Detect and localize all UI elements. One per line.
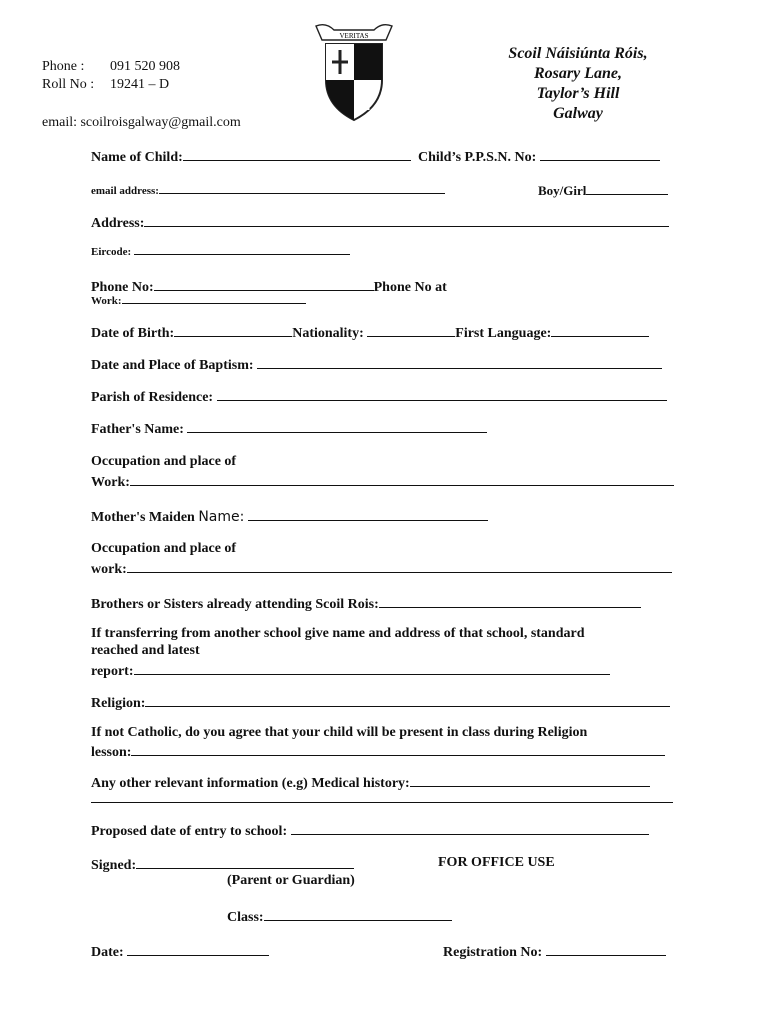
mother-occupation-line[interactable]: [127, 559, 672, 573]
parish-line[interactable]: [217, 387, 667, 401]
father-field: [91, 419, 487, 438]
eircode-line[interactable]: [134, 244, 350, 255]
name-of-child-label: Name of Child:: [91, 150, 183, 165]
mother-occupation-field: [91, 559, 672, 578]
father-occupation-field: [91, 472, 674, 491]
phone-value: 091 520 908: [110, 59, 180, 74]
email-field: [91, 183, 445, 197]
mother-line[interactable]: [248, 507, 488, 521]
address-line[interactable]: [144, 213, 669, 227]
other-info-label: Any other relevant information (e.g) Medical history:: [91, 776, 410, 791]
work-phone-line[interactable]: [122, 293, 306, 304]
eircode-label: Eircode:: [91, 246, 132, 258]
registration-label: Registration No:: [443, 945, 543, 960]
boy-girl-line[interactable]: [586, 181, 668, 195]
not-catholic-label-1: If not Catholic, do you agree that your child will be present in class during Religion: [91, 725, 588, 740]
transfer-label-2: reached and latest: [91, 643, 200, 658]
mother-occupation-label-2: work:: [91, 562, 127, 577]
school-area: Taylor’s Hill: [536, 85, 620, 102]
signed-label: Signed:: [91, 858, 137, 873]
dob-line[interactable]: [174, 323, 292, 337]
school-name-block: [478, 44, 678, 124]
class-label: Class:: [227, 910, 264, 925]
baptism-field: [91, 355, 662, 374]
dob-row: [91, 323, 649, 342]
mother-field: [91, 507, 488, 526]
entry-date-line[interactable]: [291, 821, 649, 835]
registration-line[interactable]: [546, 942, 666, 956]
not-catholic-field: [91, 742, 665, 761]
work-phone-field: [91, 293, 306, 307]
address-field: [91, 213, 669, 232]
boy-girl-label: Boy/Girl: [538, 183, 587, 198]
school-name: Scoil Náisiúnta Róis,: [508, 45, 648, 62]
eircode-field: [91, 244, 350, 258]
class-line[interactable]: [264, 907, 452, 921]
religion-label: Religion:: [91, 696, 146, 711]
father-label: Father's Name:: [91, 422, 184, 437]
signed-field: [91, 855, 354, 874]
school-street: Rosary Lane,: [534, 65, 622, 82]
date-line[interactable]: [127, 942, 269, 956]
school-crest-logo: [312, 20, 396, 124]
phone-label: Phone :: [42, 59, 85, 74]
parish-label: Parish of Residence:: [91, 390, 214, 405]
phone-no-line[interactable]: [154, 277, 374, 291]
mother-label-a: Mother's Maiden: [91, 510, 199, 525]
school-email: email: scoilroisgalway@gmail.com: [42, 115, 241, 130]
signed-line[interactable]: [136, 855, 354, 869]
address-label: Address:: [91, 216, 145, 231]
siblings-line[interactable]: [379, 594, 641, 608]
ppsn-label: Child’s P.P.S.N. No:: [418, 150, 537, 165]
siblings-label: Brothers or Sisters already attending Scoil Rois:: [91, 597, 379, 612]
mother-label-b: Name:: [198, 509, 245, 525]
work-label: Work:: [91, 295, 122, 307]
other-info-line-2[interactable]: [91, 802, 673, 803]
father-line[interactable]: [187, 419, 487, 433]
entry-date-field: [91, 821, 649, 840]
name-of-child-line[interactable]: [183, 147, 411, 161]
phone-no-label: Phone No:: [91, 280, 154, 295]
parent-guardian-label: (Parent or Guardian): [227, 873, 355, 888]
roll-label: Roll No :: [42, 77, 95, 92]
registration-field: [443, 942, 666, 961]
first-language-line[interactable]: [551, 323, 649, 337]
father-occupation-label-1: Occupation and place of: [91, 454, 237, 469]
nationality-label: Nationality:: [292, 326, 364, 341]
baptism-label: Date and Place of Baptism:: [91, 358, 254, 373]
siblings-field: [91, 594, 641, 613]
transfer-label-1: If transferring from another school give name and address of that school, standard: [91, 626, 585, 641]
mother-occupation-label-1: Occupation and place of: [91, 541, 237, 556]
transfer-line[interactable]: [134, 661, 610, 675]
transfer-label-3: report:: [91, 664, 134, 679]
father-occupation-line[interactable]: [130, 472, 674, 486]
not-catholic-line[interactable]: [131, 742, 665, 756]
class-field: [227, 907, 452, 926]
religion-field: [91, 693, 670, 712]
ppsn-line[interactable]: [540, 147, 660, 161]
transfer-field: [91, 661, 610, 680]
nationality-line[interactable]: [367, 323, 455, 337]
first-language-label: First Language:: [455, 326, 552, 341]
office-use-heading: FOR OFFICE USE: [438, 855, 555, 870]
baptism-line[interactable]: [257, 355, 662, 369]
email-address-label: email address:: [91, 185, 159, 197]
crest-motto: VERITAS: [339, 32, 369, 40]
ppsn-field: [418, 147, 660, 166]
email-address-line[interactable]: [159, 183, 445, 194]
entry-date-label: Proposed date of entry to school:: [91, 824, 288, 839]
not-catholic-label-2: lesson:: [91, 745, 132, 760]
date-label: Date:: [91, 945, 124, 960]
school-city: Galway: [553, 105, 603, 122]
dob-label: Date of Birth:: [91, 326, 175, 341]
father-occupation-label-2: Work:: [91, 475, 130, 490]
other-info-field: [91, 773, 650, 792]
parish-field: [91, 387, 667, 406]
name-of-child-field: [91, 147, 411, 166]
religion-line[interactable]: [145, 693, 670, 707]
roll-value: 19241 – D: [110, 77, 170, 92]
boy-girl-field: [538, 181, 668, 199]
phone-no-at-label: Phone No at: [373, 280, 447, 295]
other-info-line[interactable]: [410, 773, 650, 787]
date-field: [91, 942, 269, 961]
